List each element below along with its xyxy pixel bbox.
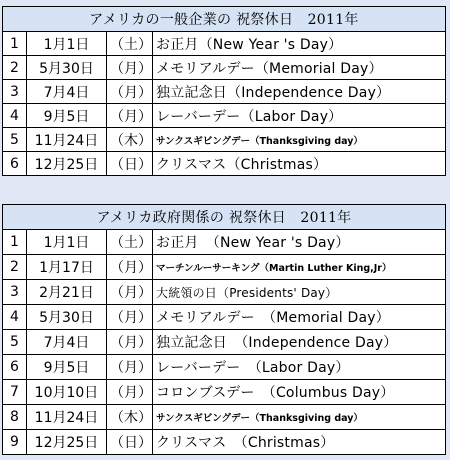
weekday: （月） bbox=[107, 80, 153, 104]
table-row bbox=[3, 128, 446, 152]
weekday: （月） bbox=[107, 380, 153, 405]
holiday-date: 5月30日 bbox=[27, 56, 107, 80]
table-row bbox=[3, 32, 446, 56]
holiday-name: メモリアルデー（Memorial Day） bbox=[153, 56, 446, 80]
table-title: アメリカの一般企業の 祝祭休日 2011年 bbox=[3, 7, 446, 32]
weekday: （日） bbox=[107, 152, 153, 176]
holiday-name: サンクスギビングデー（Thanksgiving day） bbox=[153, 128, 446, 152]
weekday: （月） bbox=[107, 355, 153, 380]
holiday-name: レーバーデー（Labor Day） bbox=[153, 104, 446, 128]
table-row bbox=[3, 280, 446, 305]
row-number: 2 bbox=[3, 56, 27, 80]
holiday-date: 1月17日 bbox=[27, 255, 107, 280]
table-row bbox=[3, 152, 446, 176]
weekday: （月） bbox=[107, 305, 153, 330]
table-row bbox=[3, 80, 446, 104]
weekday: （月） bbox=[107, 56, 153, 80]
table-row bbox=[3, 104, 446, 128]
holiday-name: お正月 （New Year 's Day） bbox=[153, 230, 446, 255]
holiday-name: レーバーデー （Labor Day） bbox=[153, 355, 446, 380]
holiday-name: マーチンルーサーキング（Martin Luther King,Jr） bbox=[153, 255, 446, 280]
table-title: アメリカ政府関係の 祝祭休日 2011年 bbox=[3, 205, 446, 230]
table-row bbox=[3, 230, 446, 255]
holiday-name: クリスマス （Christmas） bbox=[153, 430, 446, 455]
holiday-name: コロンブスデー （Columbus Day） bbox=[153, 380, 446, 405]
holiday-date: 2月21日 bbox=[27, 280, 107, 305]
table-title-row bbox=[3, 205, 446, 230]
weekday: （月） bbox=[107, 104, 153, 128]
row-number: 4 bbox=[3, 104, 27, 128]
weekday: （土） bbox=[107, 230, 153, 255]
holiday-date: 1月1日 bbox=[27, 230, 107, 255]
holiday-name: お正月（New Year 's Day） bbox=[153, 32, 446, 56]
holiday-date: 5月30日 bbox=[27, 305, 107, 330]
row-number: 1 bbox=[3, 32, 27, 56]
holiday-name: 独立記念日 （Independence Day） bbox=[153, 330, 446, 355]
row-number: 1 bbox=[3, 230, 27, 255]
weekday: （木） bbox=[107, 405, 153, 430]
row-number: 2 bbox=[3, 255, 27, 280]
row-number: 6 bbox=[3, 152, 27, 176]
table-row bbox=[3, 430, 446, 455]
row-number: 3 bbox=[3, 280, 27, 305]
holiday-name: メモリアルデー （Memorial Day） bbox=[153, 305, 446, 330]
row-number: 7 bbox=[3, 380, 27, 405]
holiday-date: 11月24日 bbox=[27, 405, 107, 430]
holiday-date: 11月24日 bbox=[27, 128, 107, 152]
row-number: 4 bbox=[3, 305, 27, 330]
table-row bbox=[3, 355, 446, 380]
weekday: （土） bbox=[107, 32, 153, 56]
business-holiday-table bbox=[2, 6, 446, 176]
holiday-date: 10月10日 bbox=[27, 380, 107, 405]
holiday-name: クリスマス（Christmas） bbox=[153, 152, 446, 176]
holiday-name: 大統領の日（Presidents' Day） bbox=[153, 280, 446, 305]
table-row bbox=[3, 255, 446, 280]
holiday-date: 9月5日 bbox=[27, 104, 107, 128]
table-row bbox=[3, 56, 446, 80]
holiday-date: 12月25日 bbox=[27, 430, 107, 455]
holiday-name: 独立記念日（Independence Day） bbox=[153, 80, 446, 104]
table-row bbox=[3, 305, 446, 330]
holiday-name: サンクスギビングデー（Thanksgiving day） bbox=[153, 405, 446, 430]
holiday-date: 7月4日 bbox=[27, 80, 107, 104]
table-row bbox=[3, 405, 446, 430]
row-number: 6 bbox=[3, 355, 27, 380]
holiday-date: 1月1日 bbox=[27, 32, 107, 56]
holiday-date: 7月4日 bbox=[27, 330, 107, 355]
row-number: 5 bbox=[3, 330, 27, 355]
row-number: 5 bbox=[3, 128, 27, 152]
holiday-date: 12月25日 bbox=[27, 152, 107, 176]
table-row bbox=[3, 380, 446, 405]
weekday: （月） bbox=[107, 255, 153, 280]
holiday-date: 9月5日 bbox=[27, 355, 107, 380]
weekday: （木） bbox=[107, 128, 153, 152]
table-row bbox=[3, 330, 446, 355]
table-title-row bbox=[3, 7, 446, 32]
row-number: 9 bbox=[3, 430, 27, 455]
government-holiday-table bbox=[2, 204, 446, 455]
row-number: 3 bbox=[3, 80, 27, 104]
weekday: （月） bbox=[107, 280, 153, 305]
row-number: 8 bbox=[3, 405, 27, 430]
weekday: （月） bbox=[107, 330, 153, 355]
weekday: （日） bbox=[107, 430, 153, 455]
